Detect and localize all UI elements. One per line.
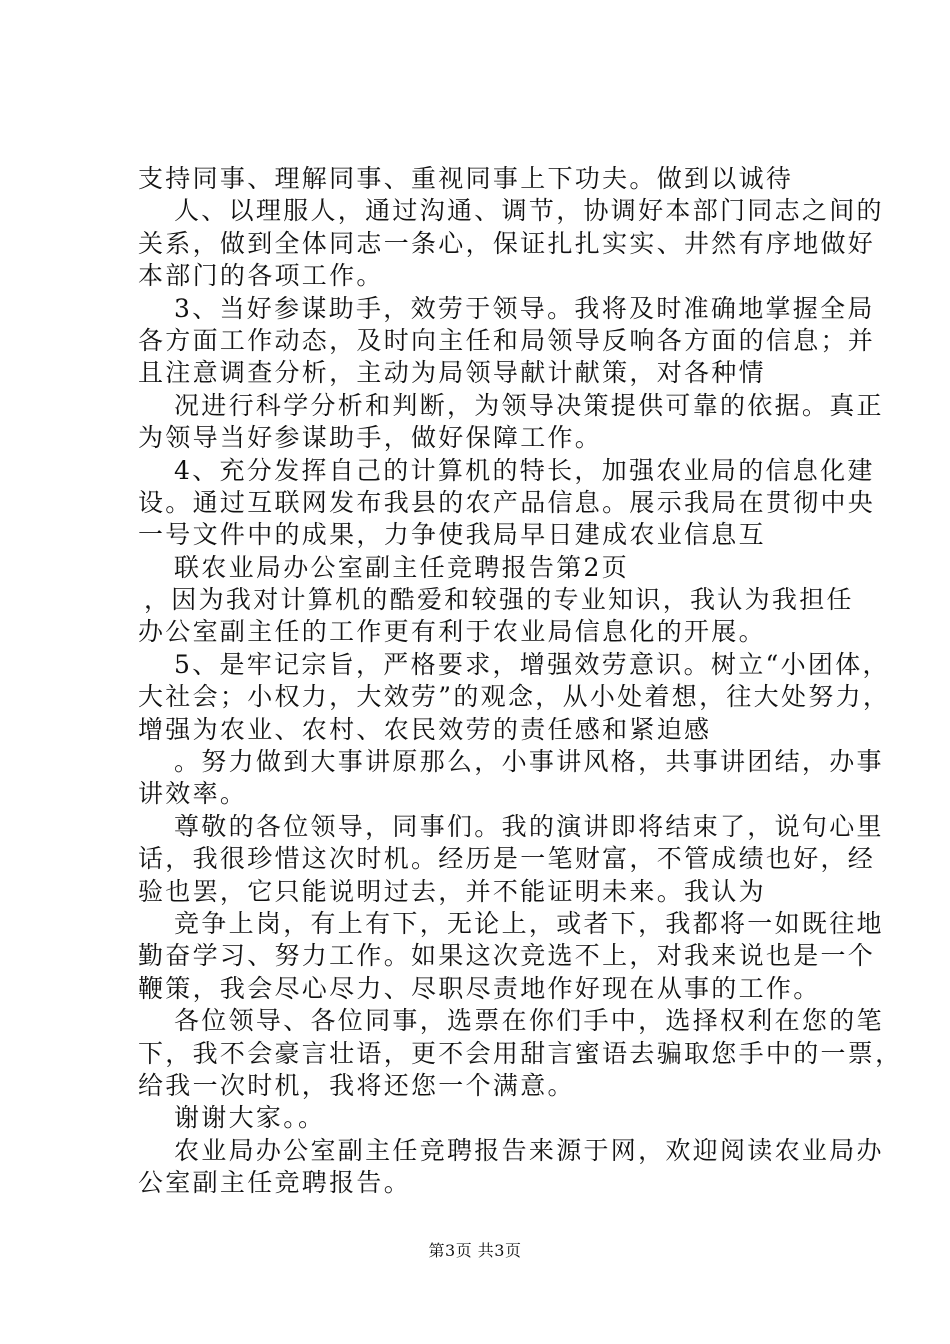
text-line-3: 关系，做到全体同志一条心，保证扎扎实实、井然有序地做好	[138, 228, 876, 258]
text-line-26: 鞭策，我会尽心尽力、尽职尽责地作好现在从事的工作。	[138, 973, 821, 1003]
text-line-22: 话，我很珍惜这次时机。经历是一笔财富，不管成绩也好，经	[138, 844, 876, 874]
text-line-7: 且注意调查分析，主动为局领导献计献策，对各种情	[138, 358, 766, 388]
text-line-13: 联农业局办公室副主任竞聘报告第2页	[174, 552, 630, 582]
page-number-footer: 第3页 共3页	[428, 1241, 522, 1260]
text-line-5: 3、当好参谋助手，效劳于领导。我将及时准确地掌握全局	[174, 293, 875, 323]
document-body	[138, 163, 903, 1200]
text-line-9: 为领导当好参谋助手，做好保障工作。	[138, 423, 603, 453]
text-line-12: 一号文件中的成果，力争使我局早日建成农业信息互	[138, 520, 766, 550]
text-line-32: 公室副主任竞聘报告。	[138, 1168, 412, 1198]
text-line-23: 验也罢，它只能说明过去，并不能证明未来。我认为	[138, 876, 766, 906]
text-line-14: ，因为我对计算机的酷爱和较强的专业知识，我认为我担任	[144, 585, 854, 615]
text-line-18: 增强为农业、农村、农民效劳的责任感和紧迫感	[138, 714, 712, 744]
text-line-20: 讲效率。	[138, 779, 248, 809]
text-line-27: 各位领导、各位同事，选票在你们手中，选择权利在您的笔	[174, 1006, 884, 1036]
text-line-21: 尊敬的各位领导，同事们。我的演讲即将结束了，说句心里	[174, 811, 884, 841]
text-line-2: 人、以理服人，通过沟通、调节，协调好本部门同志之间的	[174, 196, 884, 226]
text-line-11: 设。通过互联网发布我县的农产品信息。展示我局在贯彻中央	[138, 487, 876, 517]
text-line-19: 。努力做到大事讲原那么，小事讲风格，共事讲团结，办事	[174, 747, 884, 777]
text-line-1: 支持同事、理解同事、重视同事上下功夫。做到以诚待	[138, 164, 794, 193]
text-line-28: 下，我不会豪言壮语，更不会用甜言蜜语去骗取您手中的一票，	[138, 1038, 903, 1068]
text-line-31: 农业局办公室副主任竞聘报告来源于网，欢迎阅读农业局办	[174, 1135, 884, 1165]
text-line-16: 5、是牢记宗旨，严格要求，增强效劳意识。树立“小团体，	[174, 649, 890, 679]
text-line-17: 大社会；小权力，大效劳”的观念，从小处着想，往大处努力，	[138, 682, 891, 712]
text-line-4: 本部门的各项工作。	[138, 261, 384, 291]
text-line-10: 4、充分发挥自己的计算机的特长，加强农业局的信息化建	[174, 455, 875, 485]
text-line-6: 各方面工作动态，及时向主任和局领导反响各方面的信息；并	[138, 325, 876, 355]
text-line-24: 竞争上岗，有上有下，无论上，或者下，我都将一如既往地	[174, 908, 884, 938]
text-line-29: 给我一次时机，我将还您一个满意。	[138, 1070, 575, 1100]
text-line-25: 勤奋学习、努力工作。如果这次竞选不上，对我来说也是一个	[138, 941, 876, 971]
text-line-30: 谢谢大家。。	[174, 1103, 326, 1133]
text-line-8: 况进行科学分析和判断，为领导决策提供可靠的依据。真正	[174, 390, 884, 420]
text-line-15: 办公室副主任的工作更有利于农业局信息化的开展。	[138, 617, 766, 647]
